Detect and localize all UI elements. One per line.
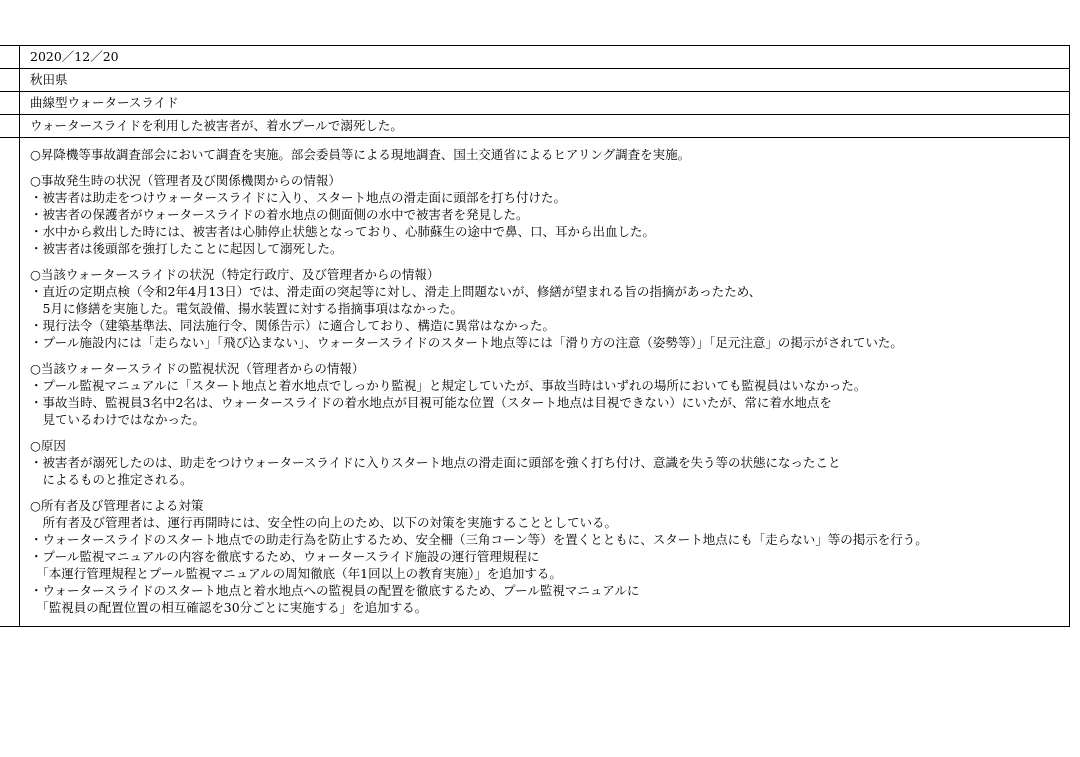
countermeasure-line: ・ウォータースライドのスタート地点と着水地点への監視員の配置を徹底するため、プール監視マニュアルに (30, 583, 640, 598)
section-heading-slide-status: ○当該ウォータースライドの状況（特定行政庁、及び管理者からの情報） (30, 267, 440, 282)
section-heading-monitoring: ○当該ウォータースライドの監視状況（管理者からの情報） (30, 361, 365, 376)
slide-status-line: ・現行法令（建築基準法、同法施行令、関係告示）に適合しており、構造に異常はなかった。 (30, 318, 556, 333)
spacer (30, 257, 1069, 266)
prefecture-label-cell (0, 69, 20, 92)
countermeasure-line: ・プール監視マニュアルの内容を徹底するため、ウォータースライド施設の運行管理規程に (30, 549, 540, 564)
incident-line: ・被害者は後頭部を強打したことに起因して溺死した。 (30, 241, 343, 256)
accident-report-table (0, 45, 1070, 627)
facility-row (0, 92, 1070, 115)
monitoring-line: ・プール監視マニュアルに「スタート地点と着水地点でしっかり監視」と規定していたが、事故当時はいずれの場所においても監視員はいなかった。 (30, 378, 867, 393)
spacer (30, 351, 1069, 360)
monitoring-line: 見ているわけではなかった。 (30, 412, 206, 427)
prefecture-value: 秋田県 (20, 69, 1070, 92)
slide-status-line: ・プール施設内には「走らない」「飛び込まない」、ウォータースライドのスタート地点等には「滑り方の注意（姿勢等）」「足元注意」の掲示がされていた。 (30, 335, 903, 350)
spacer (30, 428, 1069, 437)
slide-status-line: ・直近の定期点検（令和2年4月13日）では、滑走面の突起等に対し、滑走上問題ないが、修繕が望まれる旨の指摘があったため、 (30, 284, 762, 299)
countermeasure-line: 所有者及び管理者は、運行再開時には、安全性の向上のため、以下の対策を実施することとしている。 (30, 515, 618, 530)
summary-label-cell (0, 115, 20, 138)
summary-row (0, 115, 1070, 138)
cause-line: ・被害者が溺死したのは、助走をつけウォータースライドに入りスタート地点の滑走面に頭部を強く打ち付け、意識を失う等の状態になったこと (30, 455, 841, 470)
incident-line: ・水中から救出した時には、被害者は心肺停止状態となっており、心肺蘇生の途中で鼻、口、耳から出血した。 (30, 224, 656, 239)
countermeasure-line: 「監視員の配置位置の相互確認を30分ごとに実施する」を追加する。 (30, 600, 428, 615)
facility-value: 曲線型ウォータースライド (20, 92, 1070, 115)
section-heading-countermeasures: ○所有者及び管理者による対策 (30, 498, 204, 513)
incident-line: ・被害者の保護者がウォータースライドの着水地点の側面側の水中で被害者を発見した。 (30, 207, 529, 222)
date-row (0, 46, 1070, 69)
slide-status-line: 5月に修繕を実施した。電気設備、揚水装置に対する指摘事項はなかった。 (30, 301, 463, 316)
section-heading-cause: ○原因 (30, 438, 66, 453)
facility-label-cell (0, 92, 20, 115)
detail-row (0, 138, 1070, 627)
incident-line: ・被害者は助走をつけウォータースライドに入り、スタート地点の滑走面に頭部を打ち付けた。 (30, 190, 567, 205)
countermeasure-line: ・ウォータースライドのスタート地点での助走行為を防止するため、安全柵（三角コーン等）を置くとともに、スタート地点にも「走らない」等の掲示を行う。 (30, 532, 928, 547)
cause-line: によるものと推定される。 (30, 472, 193, 487)
detail-content (20, 138, 1070, 627)
monitoring-line: ・事故当時、監視員3名中2名は、ウォータースライドの着水地点が目視可能な位置（スタート地点は目視できない）にいたが、常に着水地点を (30, 395, 832, 410)
section-heading-incident: ○事故発生時の状況（管理者及び関係機関からの情報） (30, 173, 341, 188)
intro-line: ○昇降機等事故調査部会において調査を実施。部会委員等による現地調査、国土交通省によるヒアリング調査を実施。 (30, 147, 691, 162)
countermeasure-line: 「本運行管理規程とプール監視マニュアルの周知徹底（年1回以上の教育実施）」を追加する。 (30, 566, 562, 581)
spacer (30, 488, 1069, 497)
spacer (30, 163, 1069, 172)
date-value: 2020／12／20 (20, 46, 1070, 69)
detail-label-cell (0, 138, 20, 627)
prefecture-row (0, 69, 1070, 92)
summary-value: ウォータースライドを利用した被害者が、着水プールで溺死した。 (20, 115, 1070, 138)
date-label-cell (0, 46, 20, 69)
